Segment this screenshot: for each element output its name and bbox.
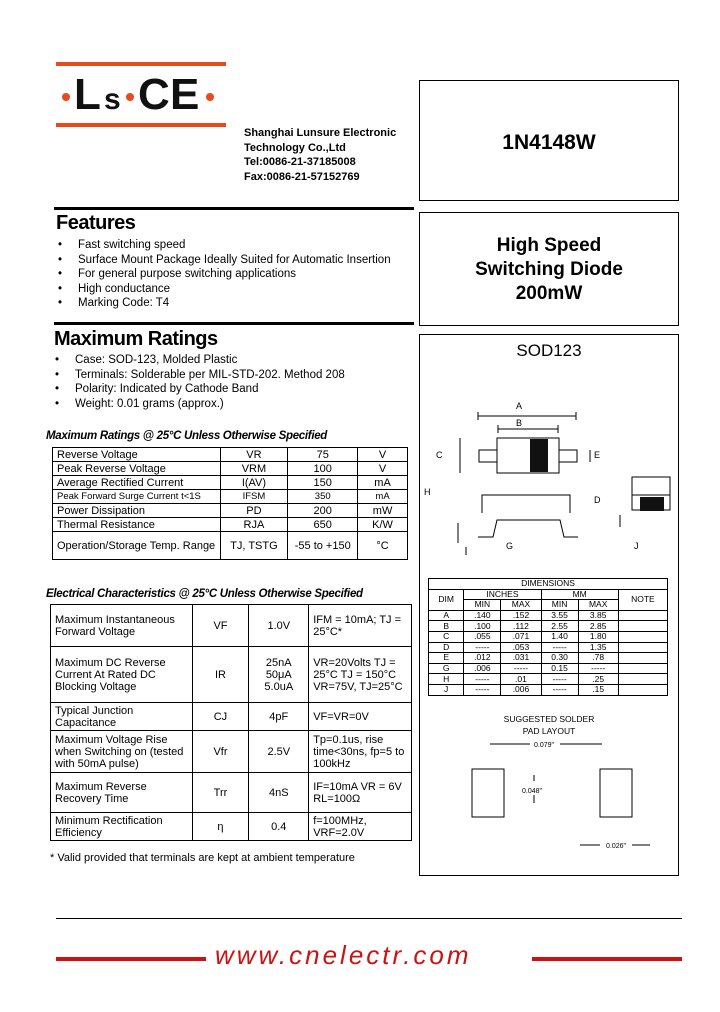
unit-cell: °C (358, 532, 408, 560)
logo-letter: C (138, 70, 170, 119)
list-item: • High conductance (56, 282, 391, 297)
table-row (429, 589, 668, 600)
features-title: Features (56, 212, 136, 234)
footer-bar-left (56, 957, 206, 961)
solder-pad-drawing (420, 735, 678, 865)
dim-cell: 0.30 (541, 653, 578, 664)
table-row (53, 518, 408, 532)
max-ratings-table (52, 447, 408, 560)
symbol-cell: CJ (192, 703, 249, 731)
table-row (51, 605, 412, 647)
solder-dim-bot: 0.026" (606, 843, 627, 850)
value-cell: 75 (288, 448, 358, 462)
condition-cell: Tp=0.1us, rise time<30ns, fp=5 to 100kHz (309, 731, 412, 773)
dim-cell (618, 631, 667, 642)
cathode-band (530, 439, 548, 472)
logo-letter: E (170, 70, 200, 119)
company-name: Shanghai Lunsure Electronic (244, 127, 397, 139)
elec-table-title: Electrical Characteristics @ 25°C Unless Otherwise Specified (46, 588, 363, 600)
dim-cell: ----- (541, 674, 578, 685)
logo-dot (62, 93, 70, 101)
table-row (429, 653, 668, 664)
param-cell: Operation/Storage Temp. Range (53, 532, 221, 560)
dims-sub: MIN (541, 600, 578, 611)
dims-header: NOTE (618, 589, 667, 610)
package-box (419, 334, 679, 876)
dim-cell: J (429, 684, 464, 695)
table-row (53, 490, 408, 504)
dim-cell: .006 (501, 684, 541, 695)
value-cell: -55 to +150 (288, 532, 358, 560)
dim-cell: .152 (501, 610, 541, 621)
list-item: • For general purpose switching applications (56, 267, 391, 282)
value-cell: 2.5V (249, 731, 309, 773)
label-a: A (516, 401, 523, 411)
part-number-box (419, 80, 679, 201)
table-row (51, 773, 412, 813)
list-item: • Surface Mount Package Ideally Suited for Automatic Insertion (56, 253, 391, 268)
param-cell: Minimum Rectification Efficiency (51, 813, 193, 841)
dim-cell: 2.55 (541, 621, 578, 632)
symbol-cell: η (192, 813, 249, 841)
footer-rule (56, 918, 682, 919)
dim-cell: E (429, 653, 464, 664)
symbol-cell: IFSM (220, 490, 288, 504)
logo-dot (206, 93, 214, 101)
dim-cell: .112 (501, 621, 541, 632)
param-cell: Maximum Voltage Rise when Switching on (tested with 50mA pulse) (51, 731, 193, 773)
condition-cell: IFM = 10mA; TJ = 25°C* (309, 605, 412, 647)
param-cell: Thermal Resistance (53, 518, 221, 532)
table-row (51, 703, 412, 731)
unit-cell: K/W (358, 518, 408, 532)
list-item: • Weight: 0.01 grams (approx.) (53, 397, 345, 412)
value-cell: 4nS (249, 773, 309, 813)
dim-cell (618, 684, 667, 695)
table-row (53, 476, 408, 490)
dim-cell: .15 (578, 684, 618, 695)
solder-dim-mid: 0.048" (522, 788, 543, 795)
dim-cell: G (429, 663, 464, 674)
table-row (429, 631, 668, 642)
description-line: High Speed (496, 235, 602, 256)
dim-cell (618, 663, 667, 674)
table-row (429, 674, 668, 685)
dim-cell: H (429, 674, 464, 685)
param-cell: Peak Forward Surge Current t<1S (53, 490, 221, 504)
dims-sub: MIN (464, 600, 501, 611)
dim-cell: .012 (464, 653, 501, 664)
table-row (51, 647, 412, 703)
dims-title: DIMENSIONS (429, 579, 668, 590)
dim-cell: B (429, 621, 464, 632)
unit-cell: mA (358, 490, 408, 504)
unit-cell: mW (358, 504, 408, 518)
dim-cell: .055 (464, 631, 501, 642)
logo-letter: s (104, 83, 121, 116)
dims-header: INCHES (464, 589, 541, 600)
footer-url-link[interactable]: www.cnelectr.com (215, 940, 472, 970)
dim-cell: ----- (464, 684, 501, 695)
param-cell: Peak Reverse Voltage (53, 462, 221, 476)
dim-cell: D (429, 642, 464, 653)
logo-dot (126, 93, 134, 101)
table-row (429, 610, 668, 621)
value-cell: 650 (288, 518, 358, 532)
dims-header: MM (541, 589, 618, 600)
dim-cell: A (429, 610, 464, 621)
table-row (429, 579, 668, 590)
param-cell: Typical Junction Capacitance (51, 703, 193, 731)
value-cell: 4pF (249, 703, 309, 731)
param-cell: Maximum Instantaneous Forward Voltage (51, 605, 193, 647)
dim-cell: 2.85 (578, 621, 618, 632)
table-row (51, 813, 412, 841)
dim-cell: .100 (464, 621, 501, 632)
dim-cell: .78 (578, 653, 618, 664)
label-d: D (594, 495, 601, 505)
footnote: * Valid provided that terminals are kept at ambient temperature (50, 852, 355, 864)
company-tel: Tel:0086-21-37185008 (244, 156, 356, 168)
dim-cell: ----- (578, 663, 618, 674)
dim-cell: .140 (464, 610, 501, 621)
value-cell: 350 (288, 490, 358, 504)
value-cell: 0.4 (249, 813, 309, 841)
dim-cell (618, 653, 667, 664)
label-j: J (634, 541, 639, 551)
param-cell: Maximum DC Reverse Current At Rated DC Blocking Voltage (51, 647, 193, 703)
list-item: • Fast switching speed (56, 238, 391, 253)
part-number: 1N4148W (502, 131, 596, 154)
solder-title-line: SUGGESTED SOLDER (503, 714, 595, 724)
dim-cell (618, 642, 667, 653)
lead-block (640, 497, 664, 511)
solder-dim-top: 0.079" (534, 742, 555, 749)
dim-cell: ----- (541, 642, 578, 653)
dim-cell: .053 (501, 642, 541, 653)
max-ratings-list (53, 353, 345, 411)
table-row (51, 731, 412, 773)
table-row (429, 642, 668, 653)
dim-cell: ----- (541, 684, 578, 695)
dims-sub: MAX (501, 600, 541, 611)
description-line: 200mW (515, 283, 583, 304)
table-row (53, 462, 408, 476)
features-list (56, 238, 391, 311)
dim-cell: ----- (464, 674, 501, 685)
company-info (244, 126, 396, 184)
dim-cell (618, 674, 667, 685)
dim-cell: .006 (464, 663, 501, 674)
label-g: G (506, 541, 514, 551)
dim-cell: 3.85 (578, 610, 618, 621)
max-ratings-rule (54, 322, 414, 325)
dim-cell: ----- (464, 642, 501, 653)
dim-cell: .031 (501, 653, 541, 664)
label-c: C (436, 450, 443, 460)
list-item: • Marking Code: T4 (56, 296, 391, 311)
condition-cell: f=100MHz, VRF=2.0V (309, 813, 412, 841)
condition-cell: IF=10mA VR = 6V RL=100Ω (309, 773, 412, 813)
label-h: H (424, 487, 431, 497)
max-ratings-title: Maximum Ratings (54, 328, 218, 350)
features-rule (54, 207, 414, 210)
symbol-cell: VR (220, 448, 288, 462)
param-cell: Reverse Voltage (53, 448, 221, 462)
package-title: SOD123 (516, 341, 582, 360)
condition-cell: VR=20Volts TJ = 25°C TJ = 150°C VR=75V, TJ=25°C (309, 647, 412, 703)
dim-cell: .071 (501, 631, 541, 642)
dims-sub: MAX (578, 600, 618, 611)
dim-cell: 1.35 (578, 642, 618, 653)
elec-table (50, 604, 412, 841)
dim-cell (618, 610, 667, 621)
table-row (429, 621, 668, 632)
table-row (429, 663, 668, 674)
value-cell: 1.0V (249, 605, 309, 647)
param-cell: Power Dissipation (53, 504, 221, 518)
symbol-cell: VF (192, 605, 249, 647)
value-cell: 100 (288, 462, 358, 476)
symbol-cell: PD (220, 504, 288, 518)
label-b: B (516, 418, 523, 428)
dim-cell: .25 (578, 674, 618, 685)
dim-cell: .01 (501, 674, 541, 685)
dimensions-table (428, 578, 668, 696)
description (420, 234, 678, 306)
package-outline-drawing (420, 365, 678, 565)
description-line: Switching Diode (475, 259, 623, 280)
dim-cell: C (429, 631, 464, 642)
list-item: • Polarity: Indicated by Cathode Band (53, 382, 345, 397)
symbol-cell: VRM (220, 462, 288, 476)
value-cell: 200 (288, 504, 358, 518)
symbol-cell: Vfr (192, 731, 249, 773)
unit-cell: V (358, 462, 408, 476)
dim-cell: 1.40 (541, 631, 578, 642)
dim-cell: ----- (501, 663, 541, 674)
dim-cell: 1.80 (578, 631, 618, 642)
table-row (53, 532, 408, 560)
company-name-2: Technology Co.,Ltd (244, 141, 346, 154)
value-cell: 150 (288, 476, 358, 490)
dim-cell: 3.55 (541, 610, 578, 621)
param-cell: Maximum Reverse Recovery Time (51, 773, 193, 813)
solder-pad-title (420, 713, 678, 737)
logo-bottom-bar (56, 123, 226, 127)
list-item: • Terminals: Solderable per MIL-STD-202. Method 208 (53, 368, 345, 383)
label-e: E (594, 450, 601, 460)
company-fax: Fax:0086-21-57152769 (244, 170, 360, 183)
dim-cell: 0.15 (541, 663, 578, 674)
table-row (53, 448, 408, 462)
logo-letter: L (74, 70, 101, 119)
dim-cell (618, 621, 667, 632)
list-item: • Case: SOD-123, Molded Plastic (53, 353, 345, 368)
table-row (429, 684, 668, 695)
solder-title-line: PAD LAYOUT (522, 726, 576, 736)
param-cell: Average Rectified Current (53, 476, 221, 490)
description-box (419, 212, 679, 326)
symbol-cell: Trr (192, 773, 249, 813)
footer-bar-right (532, 957, 682, 961)
table-row (53, 504, 408, 518)
logo-top-bar (56, 62, 226, 66)
condition-cell: VF=VR=0V (309, 703, 412, 731)
symbol-cell: TJ, TSTG (220, 532, 288, 560)
max-ratings-table-title: Maximum Ratings @ 25°C Unless Otherwise Specified (46, 430, 328, 442)
symbol-cell: I(AV) (220, 476, 288, 490)
unit-cell: V (358, 448, 408, 462)
unit-cell: mA (358, 476, 408, 490)
symbol-cell: IR (192, 647, 249, 703)
value-cell: 25nA 50μA 5.0uA (249, 647, 309, 703)
dims-header: DIM (429, 589, 464, 610)
symbol-cell: RJA (220, 518, 288, 532)
